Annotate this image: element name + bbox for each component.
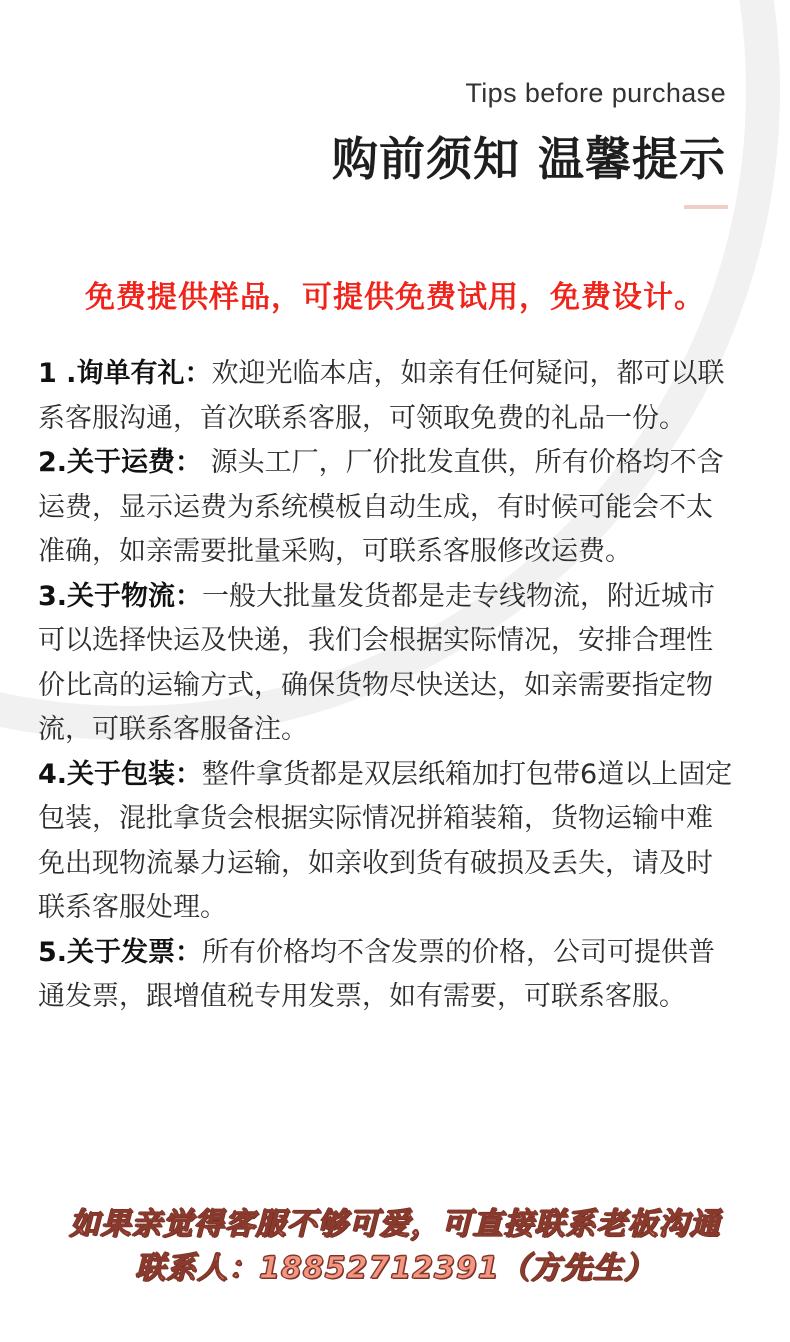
subtitle-en: Tips before purchase: [465, 78, 726, 108]
notice-label: 4.关于包装：: [38, 758, 203, 790]
promo-banner: 免费提供样品，可提供免费试用，免费设计。: [85, 280, 705, 315]
notice-text: 源头工厂，厂价批发直供，所有价格均不含运费，显示运费为系统模板自动生成，有时候可能会不太准确，如亲需要批量采购，可联系客服修改运费。: [38, 447, 724, 567]
notice-text: 一般大批量发货都是走专线物流，附近城市可以选择快运及快递，我们会根据实际情况，安排合理性价比高的运输方式，确保货物尽快送达，如亲需要指定物流，可联系客服备注。: [38, 580, 716, 745]
notice-item: [38, 352, 738, 441]
notice-list: [38, 352, 738, 1020]
contact-footer: [0, 1203, 790, 1291]
contact-line-2: 联系人：18852712391（方先生）: [135, 1251, 655, 1286]
notice-label: 5.关于发票：: [38, 936, 203, 968]
notice-item: [38, 575, 738, 753]
notice-item: [38, 441, 738, 575]
notice-item: [38, 931, 738, 1020]
notice-label: 2.关于运费：: [38, 447, 203, 478]
notice-text: 欢迎光临本店，如亲有任何疑问，都可以联系客服沟通，首次联系客服，可领取免费的礼品一份。: [38, 358, 725, 434]
title-part2: 温馨提示: [538, 132, 726, 186]
title-part1: 购前须知: [332, 132, 520, 186]
notice-label: 3.关于物流：: [38, 580, 203, 612]
title-underline: [684, 205, 728, 209]
page-title: [332, 123, 726, 189]
notice-item: [38, 753, 738, 931]
notice-text: 整件拿货都是双层纸箱加打包带6道以上固定包装，混批拿货会根据实际情况拼箱装箱，货物运输中难免出现物流暴力运输，如亲收到货有破损及丢失，请及时联系客服处理。: [38, 758, 733, 923]
notice-text: 所有价格均不含发票的价格，公司可提供普通发票，跟增值税专用发票，如有需要，可联系客服。: [38, 936, 716, 1012]
contact-line-1: 如果亲觉得客服不够可爱，可直接联系老板沟通: [69, 1207, 721, 1242]
header: [332, 78, 726, 189]
notice-label: 1 .询单有礼：: [38, 358, 212, 389]
